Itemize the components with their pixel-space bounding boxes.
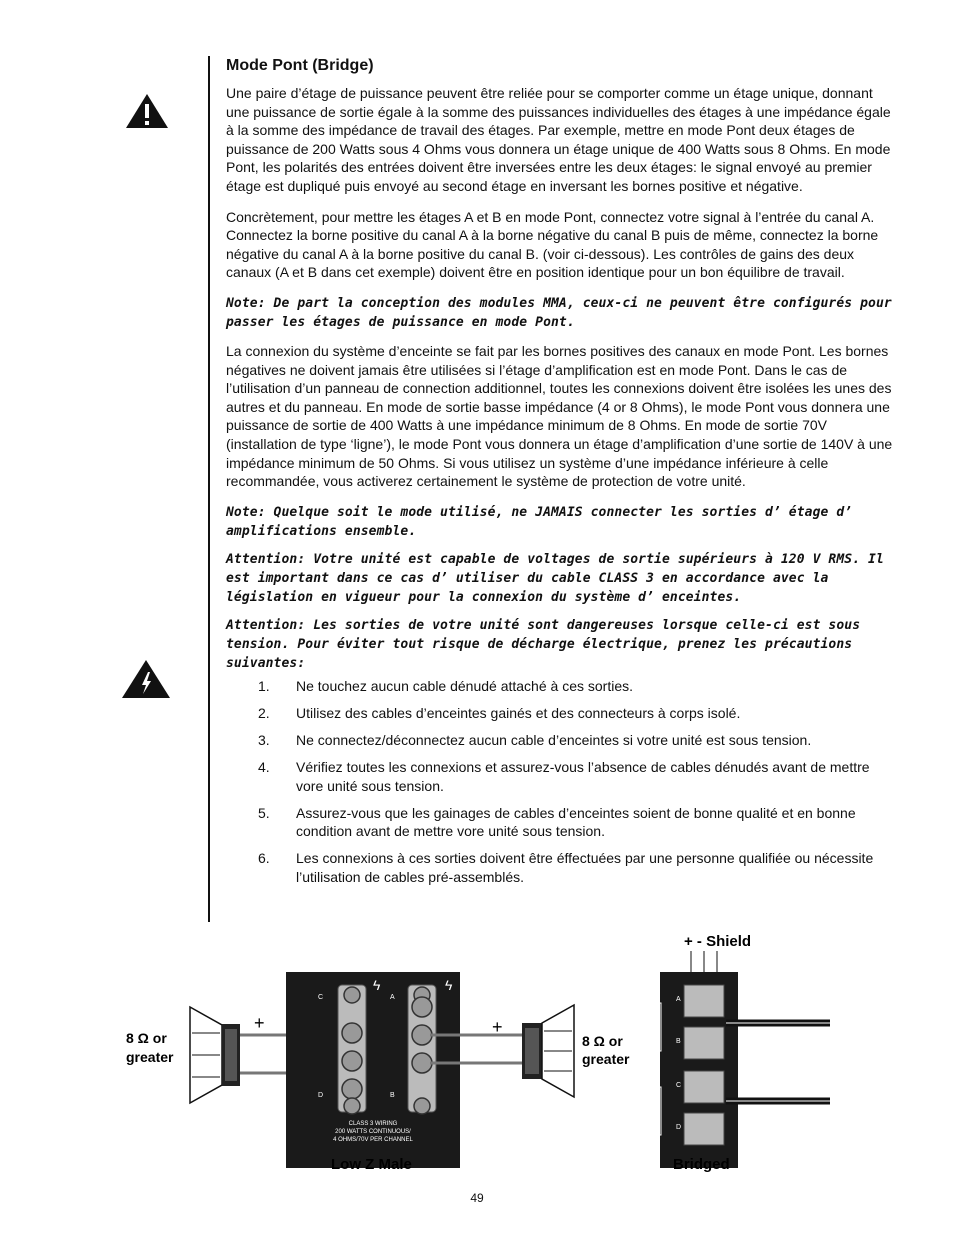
note-never-connect: Note: Quelque soit le mode utilisé, ne JAMAIS connecter les sorties d’ étage d’ amplifications ensemble. [226,504,853,539]
bridge-wiring-diagram [0,925,954,1180]
electric-shock-warning-icon [120,658,172,700]
main-column [226,56,898,895]
list-item: 3. Ne connectez/déconnectez aucun cable d’enceintes si votre unité est sous tension. [258,731,812,748]
panel-text-3: 4 OHMS/70V PER CHANNEL [333,1137,413,1143]
svg-text:ϟ: ϟ [445,977,453,993]
caption-bridged: Bridged [673,1156,730,1173]
shield-label: + - Shield [684,933,752,950]
svg-text:C: C [318,994,324,1001]
list-item: 4. Vérifiez toutes les connexions et assurez-vous l’absence de cables dénudés avant de mettre vore unité sous tension. [258,758,870,794]
paragraph-1: Une paire d’étage de puissance peuvent être reliée pour se comporter comme un étage unique, donnant une puissance de sortie égale à la somme des puissances individuelles des étages à une impédance égale à la somme des impédance de travail des étages. Par exemple, mettre en mode Pont deux étages de puissance de 200 Watts sous 4 Ohms vous donnera un étage unique de 400 Watts sous 8 Ohms. En mode Pont, les polarités des entrées doivent être inversées entre les deux étages: le signal envoyé au premier étage est dupliqué puis envoyé au second étage en inversant les bornes positive et négative. [226,85,891,194]
warning-exclamation-icon [124,92,170,130]
right-plus-label: + [492,1017,503,1037]
note-mma: Note: De part la conception des modules MMA, ceux-ci ne peuvent être configurés pour passer les étages de puissance en mode Pont. [226,295,892,330]
left-plus-label: + [254,1013,265,1033]
attention-shock: Attention: Les sorties de votre unité sont dangereuses lorsque celle-ci est sous tension. Pour éviter tout risque de décharge électrique, prenez les précautions suivantes: [226,617,861,671]
right-speaker-icon [522,1005,574,1097]
list-item: 6. Les connexions à ces sorties doivent être éffectuées par une personne qualifiée ou nécessite l’utilisation de cables pré-assemblés. [258,850,874,885]
left-speaker-icon [190,1007,240,1103]
left-speaker-impedance: 8 Ω or [126,1030,167,1046]
paragraph-2: Concrètement, pour mettre les étages A et B en mode Pont, connectez votre signal à l’entrée du canal A. Connectez la borne positive du canal A à la borne négative du canal B puis de même, connectez la borne négative du canal A à la borne positive du canal B. (voir ci-dessous). Les contrôles de gains des deux canaux (A et B dans cet exemple) doivent être en position identique pour un bon équilibre de travail. [226,208,879,281]
paragraph-3: La connexion du système d’enceinte se fait par les bornes positives des canaux en mode Pont. Les bornes négatives ne doivent jamais être utilisées si l’étage d’amplification est en mode Pont. Dans le cas de l’utilisation d’un panneau de connection additionnel, toutes les connexions doivent être isolées les unes des autres et du panneau. En mode de sortie basse impédance (4 or 8 Ohms), le mode Pont vous donnera une puissance de sortie de 400 Watts à une impédance minimum de 8 Ohms. En mode de sortie 70V (installation de type ‘ligne’), le mode Pont vous donnera un étage d’amplification d’une sortie de 140V à une impédance minimum de 50 Ohms. Si vous utilisez un système d’une impédance inférieure à celle recommandée, vous activerez certainement le système de protection de votre unité. [226,342,893,490]
attention-voltage: Attention: Votre unité est capable de voltages de sortie supérieurs à 120 V RMS. Il est important dans ce cas d’ utiliser du cable CLASS 3 en accordance avec la législation en vigueur pour la connexion du système d’ enceintes. [226,551,884,605]
right-speaker-impedance: 8 Ω or [582,1033,623,1049]
caption-low-z: Low Z Male [331,1156,412,1173]
page-number: 49 [470,1191,484,1205]
section-heading: Mode Pont (Bridge) [226,57,374,74]
list-item: 2. Utilisez des cables d’enceintes gainés et des connecteurs à corps isolé. [258,704,741,721]
svg-text:D: D [318,1092,324,1099]
margin-rule [208,56,210,922]
panel-text-1: CLASS 3 WIRING [348,1121,398,1127]
right-speaker-greater: greater [582,1051,630,1067]
svg-text:B: B [676,1038,681,1045]
list-item: 1. Ne touchez aucun cable dénudé attaché à ces sorties. [258,677,633,694]
panel-text-2: 200 WATTS CONTINUOUS/ [335,1129,411,1135]
left-speaker-greater: greater [126,1049,174,1065]
svg-text:C: C [676,1082,682,1089]
svg-text:B: B [390,1092,395,1099]
svg-text:ϟ: ϟ [373,977,381,993]
svg-text:A: A [390,994,395,1001]
svg-text:A: A [676,996,681,1003]
list-item: 5. Assurez-vous que les gainages de cables d’enceintes soient de bonne qualité et en bonne condition avant de mettre vore unité sous tension. [258,804,856,840]
svg-text:D: D [676,1124,682,1131]
precautions-list [226,677,898,887]
